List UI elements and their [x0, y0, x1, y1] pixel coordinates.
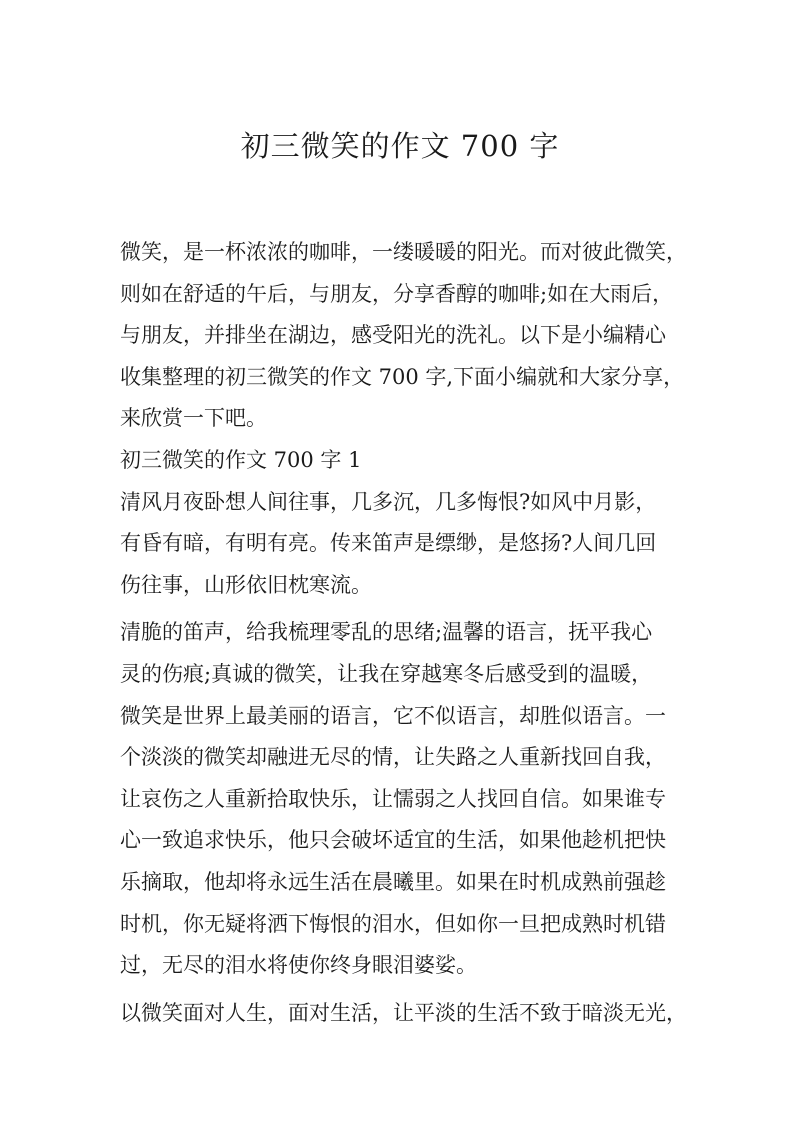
text-line: 初三微笑的作文 700 字 1	[120, 447, 362, 472]
text-line: 个淡淡的微笑却融进无尽的情，让失路之人重新找回自我，	[120, 745, 666, 770]
text-line: 则如在舒适的午后，与朋友，分享香醇的咖啡;如在大雨后，	[120, 281, 674, 306]
text-line: 过，无尽的泪水将使你终身眼泪婆娑。	[120, 953, 477, 978]
document-body	[120, 232, 687, 1034]
paragraph-3	[120, 993, 687, 1035]
paragraph-2	[120, 612, 682, 986]
document-title: 初三微笑的作文 700 字	[240, 129, 560, 163]
text-line: 灵的伤痕;真诚的微笑，让我在穿越寒冬后感受到的温暖，	[120, 661, 653, 686]
text-line: 让哀伤之人重新拾取快乐，让懦弱之人找回自信。如果谁专	[120, 786, 666, 811]
paragraph-1	[120, 482, 682, 607]
text-line: 清脆的笛声，给我梳理零乱的思绪;温馨的语言，抚平我心	[120, 620, 653, 645]
text-line: 伤往事，山形依旧枕寒流。	[120, 572, 372, 597]
text-line: 有昏有暗，有明有亮。传来笛声是缥缈，是悠扬?人间几回	[120, 531, 657, 556]
text-line: 收集整理的初三微笑的作文 700 字,下面小编就和大家分享，	[120, 364, 685, 389]
text-line: 乐摘取，他却将永远生活在晨曦里。如果在时机成熟前强趁	[120, 869, 666, 894]
text-line: 以微笑面对人生，面对生活，让平淡的生活不致于暗淡无光，	[120, 1000, 687, 1025]
text-line: 微笑，是一杯浓浓的咖啡，一缕暖暖的阳光。而对彼此微笑，	[120, 240, 687, 264]
text-line: 微笑是世界上最美丽的语言，它不似语言，却胜似语言。一	[120, 703, 666, 728]
text-line: 来欣赏一下吧。	[120, 406, 267, 431]
section-heading	[120, 440, 682, 482]
text-line: 与朋友，并排坐在湖边，感受阳光的洗礼。以下是小编精心	[120, 323, 666, 348]
text-line: 清风月夜卧想人间往事，几多沉，几多悔恨?如风中月影，	[120, 489, 657, 514]
text-line: 心一致追求快乐，他只会破坏适宜的生活，如果他趁机把快	[120, 828, 666, 853]
paragraph-intro	[120, 232, 687, 440]
text-line: 时机，你无疑将洒下悔恨的泪水，但如你一旦把成熟时机错	[120, 911, 666, 936]
